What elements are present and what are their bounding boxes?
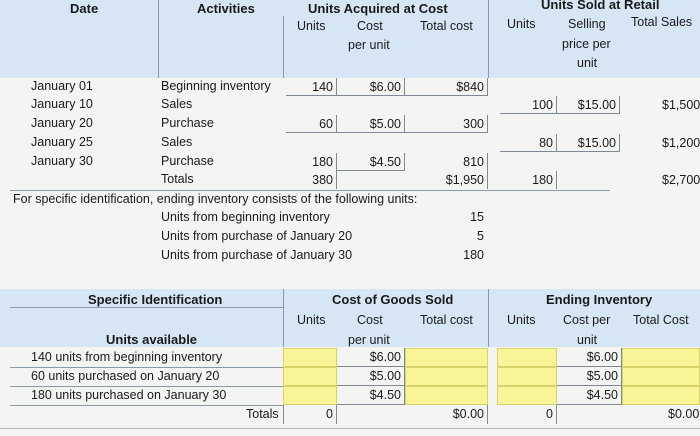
ending-unit-label: Units from purchase of January 20: [161, 229, 353, 243]
header-acq-cost: Cost: [357, 19, 383, 33]
row-date: January 20: [31, 116, 93, 130]
ending-unit-value[interactable]: 180: [463, 248, 484, 262]
header-sold-total: Total Sales: [631, 15, 693, 29]
spec-row-underline: [10, 386, 283, 387]
header-divider: [283, 16, 284, 78]
specific-identification-title: Specific Identification: [88, 292, 223, 307]
cogs-total-input[interactable]: [405, 367, 488, 386]
header-units-acquired: Units Acquired at Cost: [308, 1, 448, 16]
acq-units-total[interactable]: 380: [286, 171, 337, 189]
acq-cost-cell[interactable]: $4.50: [337, 153, 405, 171]
header-acq-units: Units: [297, 19, 326, 33]
header-acq-total: Total cost: [420, 19, 473, 33]
cogs-units-input[interactable]: [283, 386, 337, 405]
cogs-units-header: Units: [297, 313, 326, 327]
cogs-cost-header: per unit: [348, 333, 390, 347]
units-available-row: 60 units purchased on January 20: [31, 369, 220, 383]
ei-cost-cell[interactable]: $4.50: [557, 386, 622, 405]
row-activity: Sales: [161, 97, 193, 111]
ei-units-header: Units: [507, 313, 536, 327]
bottom-divider: [488, 289, 489, 347]
cogs-units-total[interactable]: 0: [283, 405, 337, 424]
acq-total-total[interactable]: $1,950: [405, 171, 488, 189]
specific-identification-note: For specific identification, ending inventory consists of the following units:: [13, 192, 418, 206]
header-units-sold: Units Sold at Retail: [541, 0, 660, 12]
ei-cost-cell[interactable]: $5.00: [557, 367, 622, 386]
sold-units-cell[interactable]: 80: [500, 134, 557, 152]
row-date: January 01: [31, 79, 93, 93]
cogs-units-input[interactable]: [283, 348, 337, 367]
ending-unit-label: Units from purchase of January 30: [161, 248, 353, 262]
acq-units-cell[interactable]: 60: [286, 115, 337, 133]
sold-total-cell[interactable]: $1,200: [662, 136, 700, 150]
acq-units-cell[interactable]: 180: [286, 153, 337, 171]
cogs-cost-cell[interactable]: $5.00: [337, 367, 405, 386]
header-sold-price: price per: [562, 37, 611, 51]
cogs-title: Cost of Goods Sold: [332, 292, 454, 307]
header-date: Date: [70, 1, 99, 16]
cogs-cost-cell[interactable]: $6.00: [337, 348, 405, 367]
acq-total-cell[interactable]: $840: [405, 78, 488, 96]
ei-total-input[interactable]: [622, 386, 700, 405]
header-sold-price: Selling: [568, 17, 606, 31]
ei-cost-header: unit: [577, 333, 598, 347]
spec-row-underline: [10, 367, 283, 368]
ei-total-input[interactable]: [622, 367, 700, 386]
row-activity: Purchase: [161, 116, 214, 130]
sold-units-total[interactable]: 180: [500, 171, 557, 189]
acq-cost-cell[interactable]: $6.00: [337, 78, 405, 96]
sold-price-cell[interactable]: $15.00: [557, 96, 620, 114]
sold-total-cell[interactable]: $1,500: [662, 98, 700, 112]
sold-price-cell[interactable]: $15.00: [557, 134, 620, 152]
header-sold-units: Units: [507, 17, 536, 31]
header-acq-cost-per-unit: per unit: [348, 38, 390, 52]
ending-unit-value[interactable]: 5: [477, 229, 484, 243]
acq-total-cell[interactable]: 810: [405, 153, 488, 171]
ei-total-input[interactable]: [622, 348, 700, 367]
row-date: January 10: [31, 97, 93, 111]
acq-cost-cell[interactable]: $5.00: [337, 115, 405, 133]
ei-units-total[interactable]: 0: [497, 405, 557, 424]
sold-units-cell[interactable]: 100: [500, 96, 557, 114]
spec-row-underline: [10, 405, 283, 406]
ending-unit-value[interactable]: 15: [470, 210, 484, 224]
ei-units-input[interactable]: [497, 386, 557, 405]
cogs-cost-header: Cost: [357, 313, 383, 327]
cogs-total-header: Total cost: [420, 313, 473, 327]
ending-unit-label: Units from beginning inventory: [161, 210, 330, 224]
header-divider: [488, 0, 489, 78]
bottom-divider: [10, 307, 283, 308]
cogs-cost-cell[interactable]: $4.50: [337, 386, 405, 405]
header-activities: Activities: [197, 1, 255, 16]
bottom-totals-label: Totals: [246, 407, 279, 421]
units-available-row: 140 units from beginning inventory: [31, 350, 223, 364]
sold-total-total[interactable]: $2,700: [662, 173, 700, 187]
note-underline: [10, 190, 610, 191]
row-date: January 25: [31, 135, 93, 149]
header-sold-price: unit: [577, 56, 598, 70]
header-divider: [158, 0, 159, 78]
ending-inventory-title: Ending Inventory: [546, 292, 653, 307]
units-available-row: 180 units purchased on January 30: [31, 388, 227, 402]
ei-units-input[interactable]: [497, 348, 557, 367]
units-available-label: Units available: [106, 332, 198, 347]
cogs-total-input[interactable]: [405, 386, 488, 405]
ei-cost-cell[interactable]: $6.00: [557, 348, 622, 367]
totals-label: Totals: [161, 172, 194, 186]
row-date: January 30: [31, 154, 93, 168]
ei-units-input[interactable]: [497, 367, 557, 386]
row-activity: Beginning inventory: [161, 79, 271, 93]
ei-total-header: Total Cost: [633, 313, 689, 327]
cogs-cost-total[interactable]: $0.00: [405, 405, 488, 424]
bottom-divider: [283, 289, 284, 347]
row-activity: Sales: [161, 135, 193, 149]
cogs-units-input[interactable]: [283, 367, 337, 386]
row-activity: Purchase: [161, 154, 214, 168]
ei-cost-header: Cost per: [563, 313, 611, 327]
acq-units-cell[interactable]: 140: [286, 78, 337, 96]
acq-total-cell[interactable]: 300: [405, 115, 488, 133]
cogs-total-input[interactable]: [405, 348, 488, 367]
bottom-edge: [0, 428, 700, 429]
ei-cost-total[interactable]: $0.00: [668, 407, 700, 421]
